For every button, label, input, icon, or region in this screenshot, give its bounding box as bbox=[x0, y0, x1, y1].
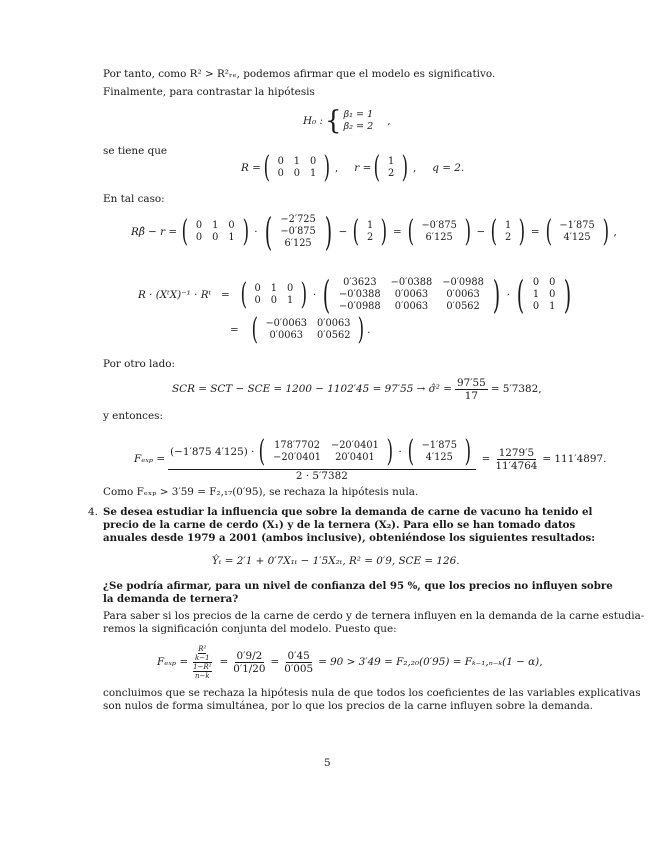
fexp2-b-denominator: 0′1/20 bbox=[233, 662, 266, 675]
matrix-cell: 2 bbox=[504, 232, 512, 243]
matrix-cell: 0 bbox=[228, 220, 235, 231]
fexp-result: = 111′4897. bbox=[542, 453, 607, 465]
matrix-cell: −0′875 bbox=[280, 226, 316, 237]
matrix-row bbox=[260, 318, 355, 330]
fexp2-1minusr2: 1−R² bbox=[193, 662, 212, 671]
fexp-mid-denominator: 11′4764 bbox=[495, 459, 538, 472]
matrix-row bbox=[417, 440, 462, 452]
matrix-row bbox=[249, 295, 298, 307]
fexp-mid-numerator: 1279′5 bbox=[498, 446, 535, 459]
matrix-cell: 1 bbox=[228, 232, 235, 243]
matrix-cell: 0′0063 bbox=[394, 301, 429, 312]
matrix-cell: 1 bbox=[388, 156, 395, 167]
matrix-cell: 1 bbox=[310, 168, 317, 179]
matrix-cell: 0′0063 bbox=[269, 330, 303, 341]
exercise-statement-line1: Se desea estudiar la influencia que sobre la demanda de carne de vacuno ha tenido el bbox=[103, 506, 593, 518]
q-value: q = 2. bbox=[432, 162, 465, 174]
matrix-cell: 178′7702 bbox=[274, 439, 320, 451]
matrix-cell: 0′0063 bbox=[317, 318, 351, 329]
page-number: 5 bbox=[324, 757, 331, 769]
matrix-row bbox=[500, 220, 516, 232]
brace-icon: { bbox=[325, 106, 342, 136]
fexp-lhs: Fₑₓₚ = bbox=[134, 453, 166, 465]
matrix-row bbox=[416, 232, 461, 244]
matrix-row bbox=[554, 220, 599, 232]
r-matrix-label: R = bbox=[241, 162, 261, 174]
matrix-table-result bbox=[417, 440, 462, 464]
exercise-question-line2: la demanda de ternera? bbox=[103, 593, 239, 605]
fexp2-lhs: Fₑₓₚ = bbox=[157, 656, 189, 668]
matrix-table-r bbox=[500, 220, 516, 244]
matrix-R: ( 0 1 0 0 0 1 ) bbox=[263, 150, 331, 185]
matrix-table-r bbox=[362, 220, 378, 244]
fexp2-c-numerator: 0′45 bbox=[287, 649, 310, 662]
matrix-cell: 1 bbox=[532, 289, 540, 300]
paragraph-y-entonces: y entonces: bbox=[103, 410, 163, 422]
matrix-cell: 1 bbox=[270, 283, 277, 294]
matrix-cell: 0 bbox=[254, 295, 261, 306]
matrix-cell: 0 bbox=[195, 232, 203, 243]
matrix-xtx-inverse: ( 0′3623 −0′0388 −0′0988 −0′0388 0′0063 0′0063 −0′0988 0′0063 0′0562 ) bbox=[322, 273, 500, 317]
matrix-cell: 0′0562 bbox=[317, 330, 351, 341]
exercise-number: 4. bbox=[88, 506, 98, 518]
matrix-cell: −2′725 bbox=[280, 214, 316, 225]
matrix-row bbox=[417, 452, 462, 464]
matrix-row bbox=[275, 214, 320, 226]
matrix-table-R bbox=[191, 220, 240, 244]
restriction-equation: R = ( 0 1 0 0 0 1 ) , r = ( 1 2 ) , q = 2. bbox=[241, 150, 465, 185]
paragraph-en-tal-caso: En tal caso: bbox=[103, 193, 165, 205]
matrix-cell: −20′0401 bbox=[273, 451, 321, 463]
matrix-row bbox=[334, 277, 489, 289]
answer-line2: remos la significación conjunta del modelo. Puesto que: bbox=[103, 623, 397, 635]
matrix-cell: 0 bbox=[310, 156, 317, 167]
fexp2-r2: R² bbox=[198, 644, 207, 653]
matrix-table-Finv bbox=[268, 440, 384, 464]
scr-denominator: 17 bbox=[464, 389, 478, 402]
scr-equation bbox=[172, 374, 542, 404]
exercise-statement-line2: precio de la carne de cerdo (X₁) y de la ternera (X₂). Para ello se han tomado datos bbox=[103, 519, 576, 531]
matrix-row bbox=[268, 440, 384, 452]
matrix-cell: 1 bbox=[367, 220, 374, 231]
matrix-table-Rbeta bbox=[416, 220, 461, 244]
vector-result-2: ( −1′875 4′125 ) bbox=[407, 433, 472, 469]
matrix-cell: 0′0063 bbox=[446, 289, 480, 300]
matrix-cell: 0 bbox=[195, 220, 203, 231]
vector-beta-hat: ( −2′725 −0′875 6′125 ) bbox=[264, 210, 332, 254]
matrix-cell: −0′0988 bbox=[339, 301, 381, 312]
fexp2-equation: Fₑₓₚ = R² k−1 1−R² n−k = $\frac{0'9/2}{0'1/20}$ = $\frac{0'45}{0'005}$ = 90 > 3′49 = F₂,₂₀(0′95) = Fₖ₋₁,ₙ₋ₖ(1 − α), bbox=[157, 644, 543, 680]
matrix-cell: 1 bbox=[293, 156, 301, 167]
matrix-row bbox=[500, 232, 516, 244]
matrix-row bbox=[362, 232, 378, 244]
rbeta-minus-r-equation: Rβ̂ − r = ( 0 1 0 0 0 1 ) · ( −2′725 −0′875 6′125 ) − ( 1 2 ) = ( −0′875 6′125 ) − ( 1 2 ) = ( −1′875 4′125 ) , bbox=[131, 210, 617, 254]
vector-r-3: ( 1 2 ) bbox=[490, 214, 526, 249]
fexp2-c-denominator: 0′005 bbox=[284, 662, 314, 675]
fexp2-k1: k−1 bbox=[195, 653, 210, 662]
matrix-table-XtX_inv bbox=[334, 277, 489, 313]
matrix-row bbox=[383, 168, 399, 180]
matrix-cell: −0′0988 bbox=[442, 277, 484, 288]
matrix-cell: 0 bbox=[277, 156, 284, 167]
matrix-cell: 0 bbox=[549, 289, 556, 300]
conclusion-line1: concluimos que se rechaza la hipótesis nula de que todos los coeficientes de las variables explicativas bbox=[103, 687, 641, 699]
vector-rbeta: ( −0′875 6′125 ) bbox=[407, 214, 471, 249]
matrix-cell: 6′125 bbox=[425, 232, 453, 243]
fexp2-nk: n−k bbox=[194, 671, 210, 680]
matrix-table-RXR bbox=[260, 318, 355, 342]
matrix-cell: 20′0401 bbox=[335, 451, 375, 463]
matrix-cell: 0 bbox=[293, 168, 301, 179]
paragraph-conclusion-f: Como Fₑₓₚ > 3′59 = F₂,₁₇(0′95), se rechaza la hipótesis nula. bbox=[103, 486, 419, 498]
matrix-row bbox=[362, 220, 378, 232]
matrix-cell: −20′0401 bbox=[330, 439, 379, 451]
rbeta-lhs: Rβ̂ − r = bbox=[131, 226, 178, 238]
matrix-cell: 1 bbox=[286, 295, 294, 306]
matrix-cell: 1 bbox=[212, 220, 219, 231]
fexp2-b-numerator: 0′9/2 bbox=[236, 649, 263, 662]
paragraph-por-otro-lado: Por otro lado: bbox=[103, 358, 175, 370]
matrix-row bbox=[191, 232, 240, 244]
matrix-cell: 1 bbox=[549, 301, 556, 312]
fexp-equation: Fₑₓₚ = (−1′875 4′125) · ( 178′7702 −20′0401 −20′0401 20′0401 ) · ( −1′875 4′125 ) 2 · 5′7382 = $\frac{1279'5}{11'4764}$ = 111′4897. bbox=[134, 433, 607, 482]
matrix-cell: 0′3623 bbox=[343, 277, 377, 288]
matrix-Rt: ( 0 0 1 0 0 1 ) bbox=[516, 273, 572, 317]
r-vector-label: r = bbox=[354, 162, 372, 174]
fexp-denominator: 2 · 5′7382 bbox=[295, 469, 348, 482]
matrix-table-Rt bbox=[528, 277, 560, 313]
exercise-statement-line3: anuales desde 1979 a 2001 (ambos inclusive), obteniéndose los siguientes resultados: bbox=[103, 532, 596, 544]
matrix-cell: 4′125 bbox=[425, 451, 453, 463]
rxtx-lhs: R · (XᵗX)⁻¹ · Rᵗ = bbox=[138, 289, 230, 301]
matrix-row bbox=[191, 220, 240, 232]
exercise-question-line1: ¿Se podría afirmar, para un nivel de confianza del 95 %, que los precios no influyen sobre bbox=[103, 580, 613, 592]
matrix-table-beta bbox=[275, 214, 320, 250]
h0-beta2: β₂ = 2 bbox=[343, 121, 374, 132]
matrix-row bbox=[383, 156, 399, 168]
matrix-cell: 0 bbox=[532, 277, 540, 288]
matrix-row bbox=[416, 220, 461, 232]
matrix-table-result bbox=[554, 220, 599, 244]
h0-comma: , bbox=[387, 115, 391, 127]
matrix-f-inverse: ( 178′7702 −20′0401 −20′0401 20′0401 ) bbox=[259, 433, 393, 469]
scr-expression: SCR = SCT − SCE = 1200 − 1102′45 = 97′55 → σ̂² = bbox=[172, 383, 452, 395]
matrix-cell: −0′0063 bbox=[265, 318, 308, 329]
paragraph-se-tiene: se tiene que bbox=[103, 145, 168, 157]
matrix-row bbox=[528, 301, 560, 313]
matrix-cell: 0 bbox=[277, 168, 284, 179]
matrix-cell: −0′0388 bbox=[390, 277, 433, 288]
matrix-cell: 4′125 bbox=[563, 232, 591, 243]
matrix-cell: 1 bbox=[504, 220, 512, 231]
matrix-cell: 0 bbox=[549, 277, 556, 288]
matrix-row bbox=[275, 226, 320, 238]
matrix-cell: 0 bbox=[532, 301, 540, 312]
matrix-row bbox=[528, 277, 560, 289]
h0-beta1: β₁ = 1 bbox=[343, 109, 374, 120]
matrix-table-r bbox=[383, 156, 399, 180]
vector-result: ( −1′875 4′125 ) bbox=[545, 214, 609, 249]
scr-result: = 5′7382, bbox=[490, 383, 542, 395]
h0-label: H₀ : bbox=[303, 115, 324, 127]
vector-r: ( 1 2 ) bbox=[373, 150, 409, 185]
answer-line1: Para saber si los precios de la carne de cerdo y de ternera influyen en la demanda de la carne estudia- bbox=[103, 610, 645, 622]
h0-system bbox=[303, 106, 391, 136]
rxtx-equation: R · (XᵗX)⁻¹ · Rᵗ = ( 0 1 0 0 0 1 ) · ( 0′3623 −0′0388 −0′0988 −0′0388 0′0063 0′0063 −0′0988 0′0063 0′0562 ) · ( 0 0 1 0 0 1 ) bbox=[138, 270, 575, 320]
paragraph-r2-significance: Por tanto, como R² > R²ᵣₑ, podemos afirmar que el modelo es significativo. bbox=[103, 68, 496, 80]
matrix-row bbox=[260, 330, 355, 342]
matrix-R-2: ( 0 1 0 0 0 1 ) bbox=[181, 214, 249, 249]
conclusion-line2: son nulos de forma simultánea, por lo que los precios de la carne influyen sobre la demanda. bbox=[103, 700, 593, 712]
paragraph-hypothesis-intro: Finalmente, para contrastar la hipótesis bbox=[103, 86, 315, 98]
matrix-cell: 0′0063 bbox=[394, 289, 429, 300]
matrix-cell: −0′0388 bbox=[339, 289, 381, 300]
matrix-row bbox=[249, 283, 298, 295]
rxtx-result: = ( −0′0063 0′0063 0′0063 0′0562 ) . bbox=[230, 312, 371, 347]
matrix-R-3: ( 0 1 0 0 0 1 ) bbox=[240, 277, 308, 312]
scr-numerator: 97′55 bbox=[456, 376, 486, 389]
matrix-table-R bbox=[249, 283, 298, 307]
matrix-cell: 0 bbox=[270, 295, 277, 306]
matrix-row bbox=[275, 238, 320, 250]
matrix-row bbox=[334, 289, 489, 301]
matrix-cell: 0 bbox=[254, 283, 261, 294]
matrix-cell: 6′125 bbox=[284, 238, 312, 249]
matrix-table-R bbox=[273, 156, 322, 180]
matrix-row bbox=[268, 452, 384, 464]
fexp2-result: = 90 > 3′49 = F₂,₂₀(0′95) = Fₖ₋₁,ₙ₋ₖ(1 − α), bbox=[318, 656, 543, 668]
matrix-cell: 0 bbox=[286, 283, 294, 294]
matrix-cell: −0′875 bbox=[421, 220, 457, 231]
vector-r-2: ( 1 2 ) bbox=[352, 214, 388, 249]
matrix-cell: 2 bbox=[367, 232, 374, 243]
matrix-row bbox=[273, 156, 322, 168]
matrix-row bbox=[554, 232, 599, 244]
matrix-cell: 0′0562 bbox=[446, 301, 480, 312]
fexp-row-vector: (−1′875 4′125) · bbox=[170, 445, 255, 458]
matrix-cell: −1′875 bbox=[559, 220, 595, 231]
model-equation: Ŷₜ = 2′1 + 0′7X₁ₜ − 1′5X₂ₜ, R² = 0′9, SCE = 126. bbox=[212, 555, 460, 567]
matrix-cell: 2 bbox=[388, 168, 395, 179]
matrix-row bbox=[273, 168, 322, 180]
matrix-cell: 0 bbox=[212, 232, 219, 243]
matrix-rxtx-result: ( −0′0063 0′0063 0′0063 0′0562 ) bbox=[251, 312, 365, 347]
matrix-cell: −1′875 bbox=[421, 439, 457, 451]
matrix-row bbox=[528, 289, 560, 301]
